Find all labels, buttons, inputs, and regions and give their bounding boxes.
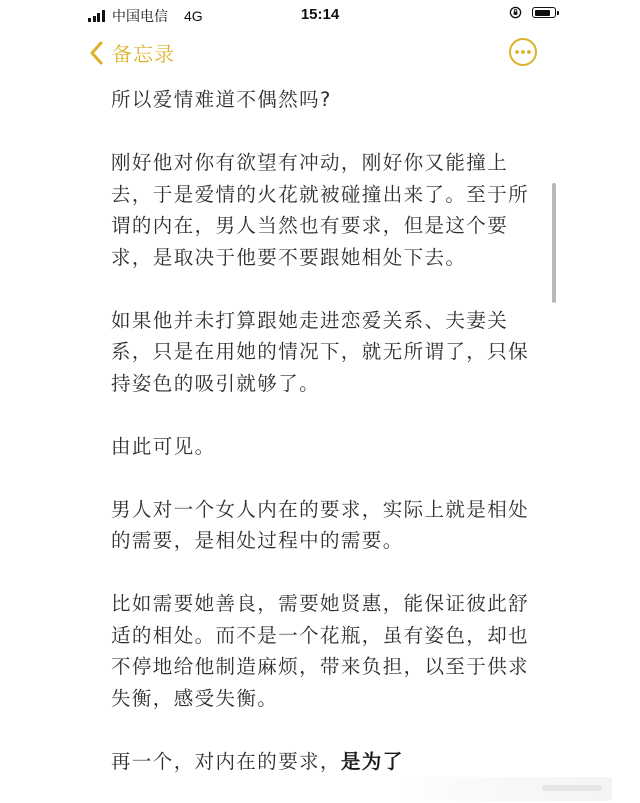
back-label: 备忘录 (112, 42, 175, 66)
note-paragraph: 比如需要她善良，需要她贤惠，能保证彼此舒适的相处。而不是一个花瓶，虽有姿色，却也不停地给他制造麻烦，带来负担，以至于供求失衡，感受失衡。 (111, 592, 530, 710)
carrier-name: 中国电信 (112, 9, 168, 25)
note-last-line (111, 746, 531, 778)
status-bar (0, 0, 640, 30)
ellipsis-circle-icon[interactable] (508, 37, 538, 67)
note-paragraph: 如果他并未打算跟她走进恋爱关系、夫妻关系，只是在用她的情况下，就无所谓了，只保持姿色的吸引就够了。 (111, 308, 530, 395)
nav-bar (0, 34, 640, 74)
rotation-lock-icon (509, 6, 522, 19)
note-text: 再一个，对内在的要求， (111, 749, 341, 773)
status-right (509, 6, 556, 19)
back-button[interactable] (88, 38, 175, 67)
note-paragraph: 男人对一个女人内在的要求，实际上就是相处的需要，是相处过程中的需要。 (111, 497, 530, 552)
clock: 15:14 (300, 6, 340, 23)
note-paragraph: 由此可见。 (111, 434, 216, 458)
watermark (404, 777, 612, 801)
scroll-indicator[interactable] (552, 183, 556, 303)
chevron-left-icon (88, 40, 104, 66)
note-paragraph: 刚好他对你有欲望有冲动，刚好你又能撞上去，于是爱情的火花就被碰撞出来了。至于所谓的内在，男人当然也有要求，但是这个要求，是取决于他要不要跟她相处下去。 (111, 151, 530, 269)
note-body[interactable] (111, 84, 531, 777)
note-paragraph: 所以爱情难道不偶然吗? (111, 88, 332, 111)
battery-icon (532, 7, 556, 18)
note-bold-text: 是为了 (340, 749, 404, 773)
network-type: 4G (184, 8, 203, 24)
